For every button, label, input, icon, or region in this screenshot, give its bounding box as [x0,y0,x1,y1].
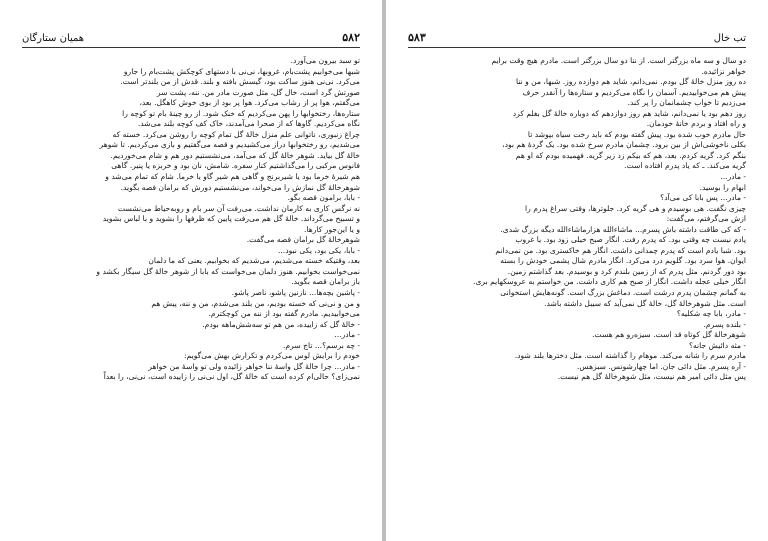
left-page-header [22,28,360,48]
text-line: می‌شدیم، رو رختخوابها دراز می‌کشیدیم و قصه می‌گفتیم و بازی می‌کردیم. تا شوهر [99,140,360,150]
text-line: ابهام را بوسید. [699,182,746,192]
left-page-body [22,56,360,383]
text-line: چراغ زنبوری، ناتوانی علم منزل خالهٔ گل تمام کوچه را روشن می‌کرد. خسته که [112,129,360,139]
text-line: شوهرخالهٔ گل برامان قصه می‌گفت. [246,235,360,245]
text-line: نه نرگس کاری به کارمان نداشت. می‌رفت آن سر بام و روبه‌حیاط می‌نشست [117,203,360,213]
text-line: می‌زدیم تا خواب چشمانمان را پر کند. [627,98,746,108]
text-line: ازش می‌گرفتم، می‌گفت: [666,214,746,224]
text-line: می‌خوابیدیم. مادرم گفته بود از ننه من کوچکترم. [208,309,360,319]
text-line: - مادر... پس بابا کی می‌آد؟ [660,193,746,203]
text-line: شبها می‌خوابیم پشت‌بام، غروبها، نی‌نی با دستهای کوچکش پشت‌بام را جارو [123,66,360,76]
text-line: مادرم سرم را شانه می‌کند. موهام را گذاشته است. مثل دخترها بلند شود. [514,351,746,361]
text-line: بعد، وقتیکه خسته می‌شدیم، می‌شدیم که بخوابیم. یعنی که ما دلمان [148,256,360,266]
text-line: - بلنده پسرم. [703,319,746,329]
text-line: می‌گفتم، هوا پر از رشاب می‌کرد. هوا پر بود از بوی خوش کاهگل. بعد، [139,98,360,108]
text-line: گریه می‌کند. ـ که یاد پدرم افتاده است. [624,161,746,171]
text-line: به گمانم چشمان پدرم درشت است. دماغش بزرگ است. گونه‌هایش استخوانی [500,288,746,298]
text-line: بکلی ناخوشی‌اش از بین برود. چشمان مادرم سرخ شده بود. یک گردهٔ هم بود، [502,140,746,150]
text-line: - چه برسم؟... تاج سرم. [283,340,360,350]
text-line: روز دهم بود یا نمی‌دانم، شاید هم روز دوازدهم که دوباره خالهٔ گل بغلم کرد [512,108,746,118]
text-line: - بابا، یکی بود، یکی نبود... [277,245,360,255]
right-page-body [408,56,746,383]
text-line: بود. شبا یادم است که پدرم چمدانی داشت. انگار هم خاکستری بود. من نمی‌دانم [495,245,746,255]
text-line: است. مثل شوهرخالهٔ گل، خالهٔ گل نمی‌آید که سیبل داشته باشد. [544,298,746,308]
right-page [386,0,768,541]
text-line: باز برامان قصه بگوید. [291,277,360,287]
right-page-number: ۵۸۳ [408,31,426,44]
text-line: دو سال و سه ماه بزرگتر است. از ننا دو سال بزرگتر است. مادرم هیچ وقت برایم [491,56,746,65]
text-line: شوهرخالهٔ گل کوتاه قد است. سیزه‌رو هم هست. [592,330,746,340]
left-page [0,0,382,541]
text-line: خواهر نزائیده. [701,66,746,76]
text-line: حال مادرم خوب شده بود. پیش گفته بودم که باید رخت سیاه بپوشد تا [527,129,746,139]
text-line: - پاشین بچه‌ها... نازنین پاشو، ناصر پاشو. [231,288,360,298]
text-line: و یا این‌جور کارها. [304,224,360,234]
text-line: - خالهٔ گل که زاییده، من هم تو سه‌شش‌ماهه بودم. [202,319,360,329]
text-line: - آره پسرم. مثل دائی جان. اما چهارشونس. سبزهس. [577,361,746,371]
text-line: خودم را برایش لوس می‌کردم و تکرارش بهش می‌گویم: [184,351,360,361]
text-line: بنگم کرد. گریه کردم. بعد، هم که بیکم زد زیر گریه. فهمیده بودم که او هم [515,150,746,160]
text-line: انگار خیلی عجله داشت. انگار از صبح هم کاری داشت. من خواستم به عروسکهایم بری. [473,277,746,287]
text-line: - مادر... چرا خالهٔ گل واسهٔ ننا خواهر زائیده ولی تو واسهٔ من خواهر [148,361,360,371]
text-line: ستاره‌ها، رختخوابها را پهن می‌کردیم که خنک شود. از رو چینهٔ بام تو کوچه را [122,108,360,118]
text-line: و راه افتاد و بردم خانهٔ خودمان. [646,119,746,129]
text-line: فانوس مرکبی را می‌گذاشتیم کنار سفره. شامش، نان بود و خربزه یا پنیر. گاهی [111,161,360,171]
text-line: خالهٔ گل بیاید. شوهر خالهٔ گل که می‌آمد، می‌نشستیم دور هم و شام می‌خوردیم. [110,150,360,160]
text-line: - بابا، برامون قصه بگو. [287,193,360,203]
left-running-title: همیان ستارگان [22,33,85,44]
text-line: پادم نیست چه وقتی بود. که پدرم رفت. انگار صبح خیلی زود بود. یا غروب [515,235,746,245]
text-line: بود دور گردنم. مثل پدرم که از زمین بلندم کرد و بوسیدم. بعد گذاشتم زمین. [507,266,746,276]
right-running-title: تب خال [713,33,746,44]
text-line: ایوان. هوا سرد بود. گلویم درد می‌کرد. انگار مادرم شال پشمی خودش را بسته [500,256,746,266]
text-line: و تسبیح می‌گرداند. خالهٔ گل هم می‌رفت پایین که ظرفها را بشوید و با لباس بشوید [102,214,360,224]
text-line: می‌کرد. نی‌نی هنوز ساکت بود، گیسش بافته و بلند. قدش از من بلندتر است. [120,77,360,87]
text-line: - مادر، بابا چه شکلیه؟ [676,309,746,319]
left-page-number: ۵۸۲ [342,31,360,44]
text-line: - مادر... [334,330,360,340]
text-line: صورتش گرد است، خال گل، مثل صورت مادر من. ننه، پشت سر [156,87,360,97]
right-page-header [408,28,746,48]
text-line: - که کی طاقت داشته باش پسرم... ماشاءالله هزارماشاءالله دیگه بزرگ شدی. [500,224,746,234]
text-line: - مادر... [720,172,746,182]
text-line: هم شیرهٔ خرما بود یا شیربرنج و گاهی هم شیر گاو یا خرما. شام که تمام می‌شد و [105,172,360,182]
text-line: پیش هم می‌خوابیدیم. آسمان را نگاه می‌کردیم و ستاره‌ها را آنقدر حرف [522,87,746,97]
text-line: شوهرخالهٔ گل نمازش را می‌خواند، می‌نشستیم دورش که برامان قصه بگوید. [120,182,360,192]
text-line: و من و نی‌نی که خسته بودیم، من بلند می‌شدم، من و ننه، پیش هم [151,298,360,308]
text-line: - مثه دائیش جانه؟ [688,340,746,350]
text-line: نمی‌زای؟ حالی‌ام کرده است که خالهٔ گل، اول نی‌نی را زاییده است، نی‌نی، را بعداً [103,372,360,382]
text-line: نمی‌خواست بخوابیم. هنوز دلمان می‌خواست که بابا از شوهر خالهٔ گل سیگار بکشد و [96,266,360,276]
text-line: چیزی نگفت. هی بوسیدم و هی گریه کرد. جلوترها، وقتی سراغ پدرم را [525,203,746,213]
text-line: پس مثل دائی امیر هم نیست، مثل شوهرخالهٔ گل هم نیست. [557,372,746,382]
text-line: ده روز منزل خالهٔ گل بودم. نمی‌دانم، شاید هم دوازده روز. شبها، من و ننا [515,77,746,87]
text-line: نگاه می‌کردیم. گاوها که از صحرا می‌آمدند، خاک کف کوچه بلند می‌شد. [137,119,360,129]
text-line: تو سبد بیرون می‌آورد. [290,56,360,65]
